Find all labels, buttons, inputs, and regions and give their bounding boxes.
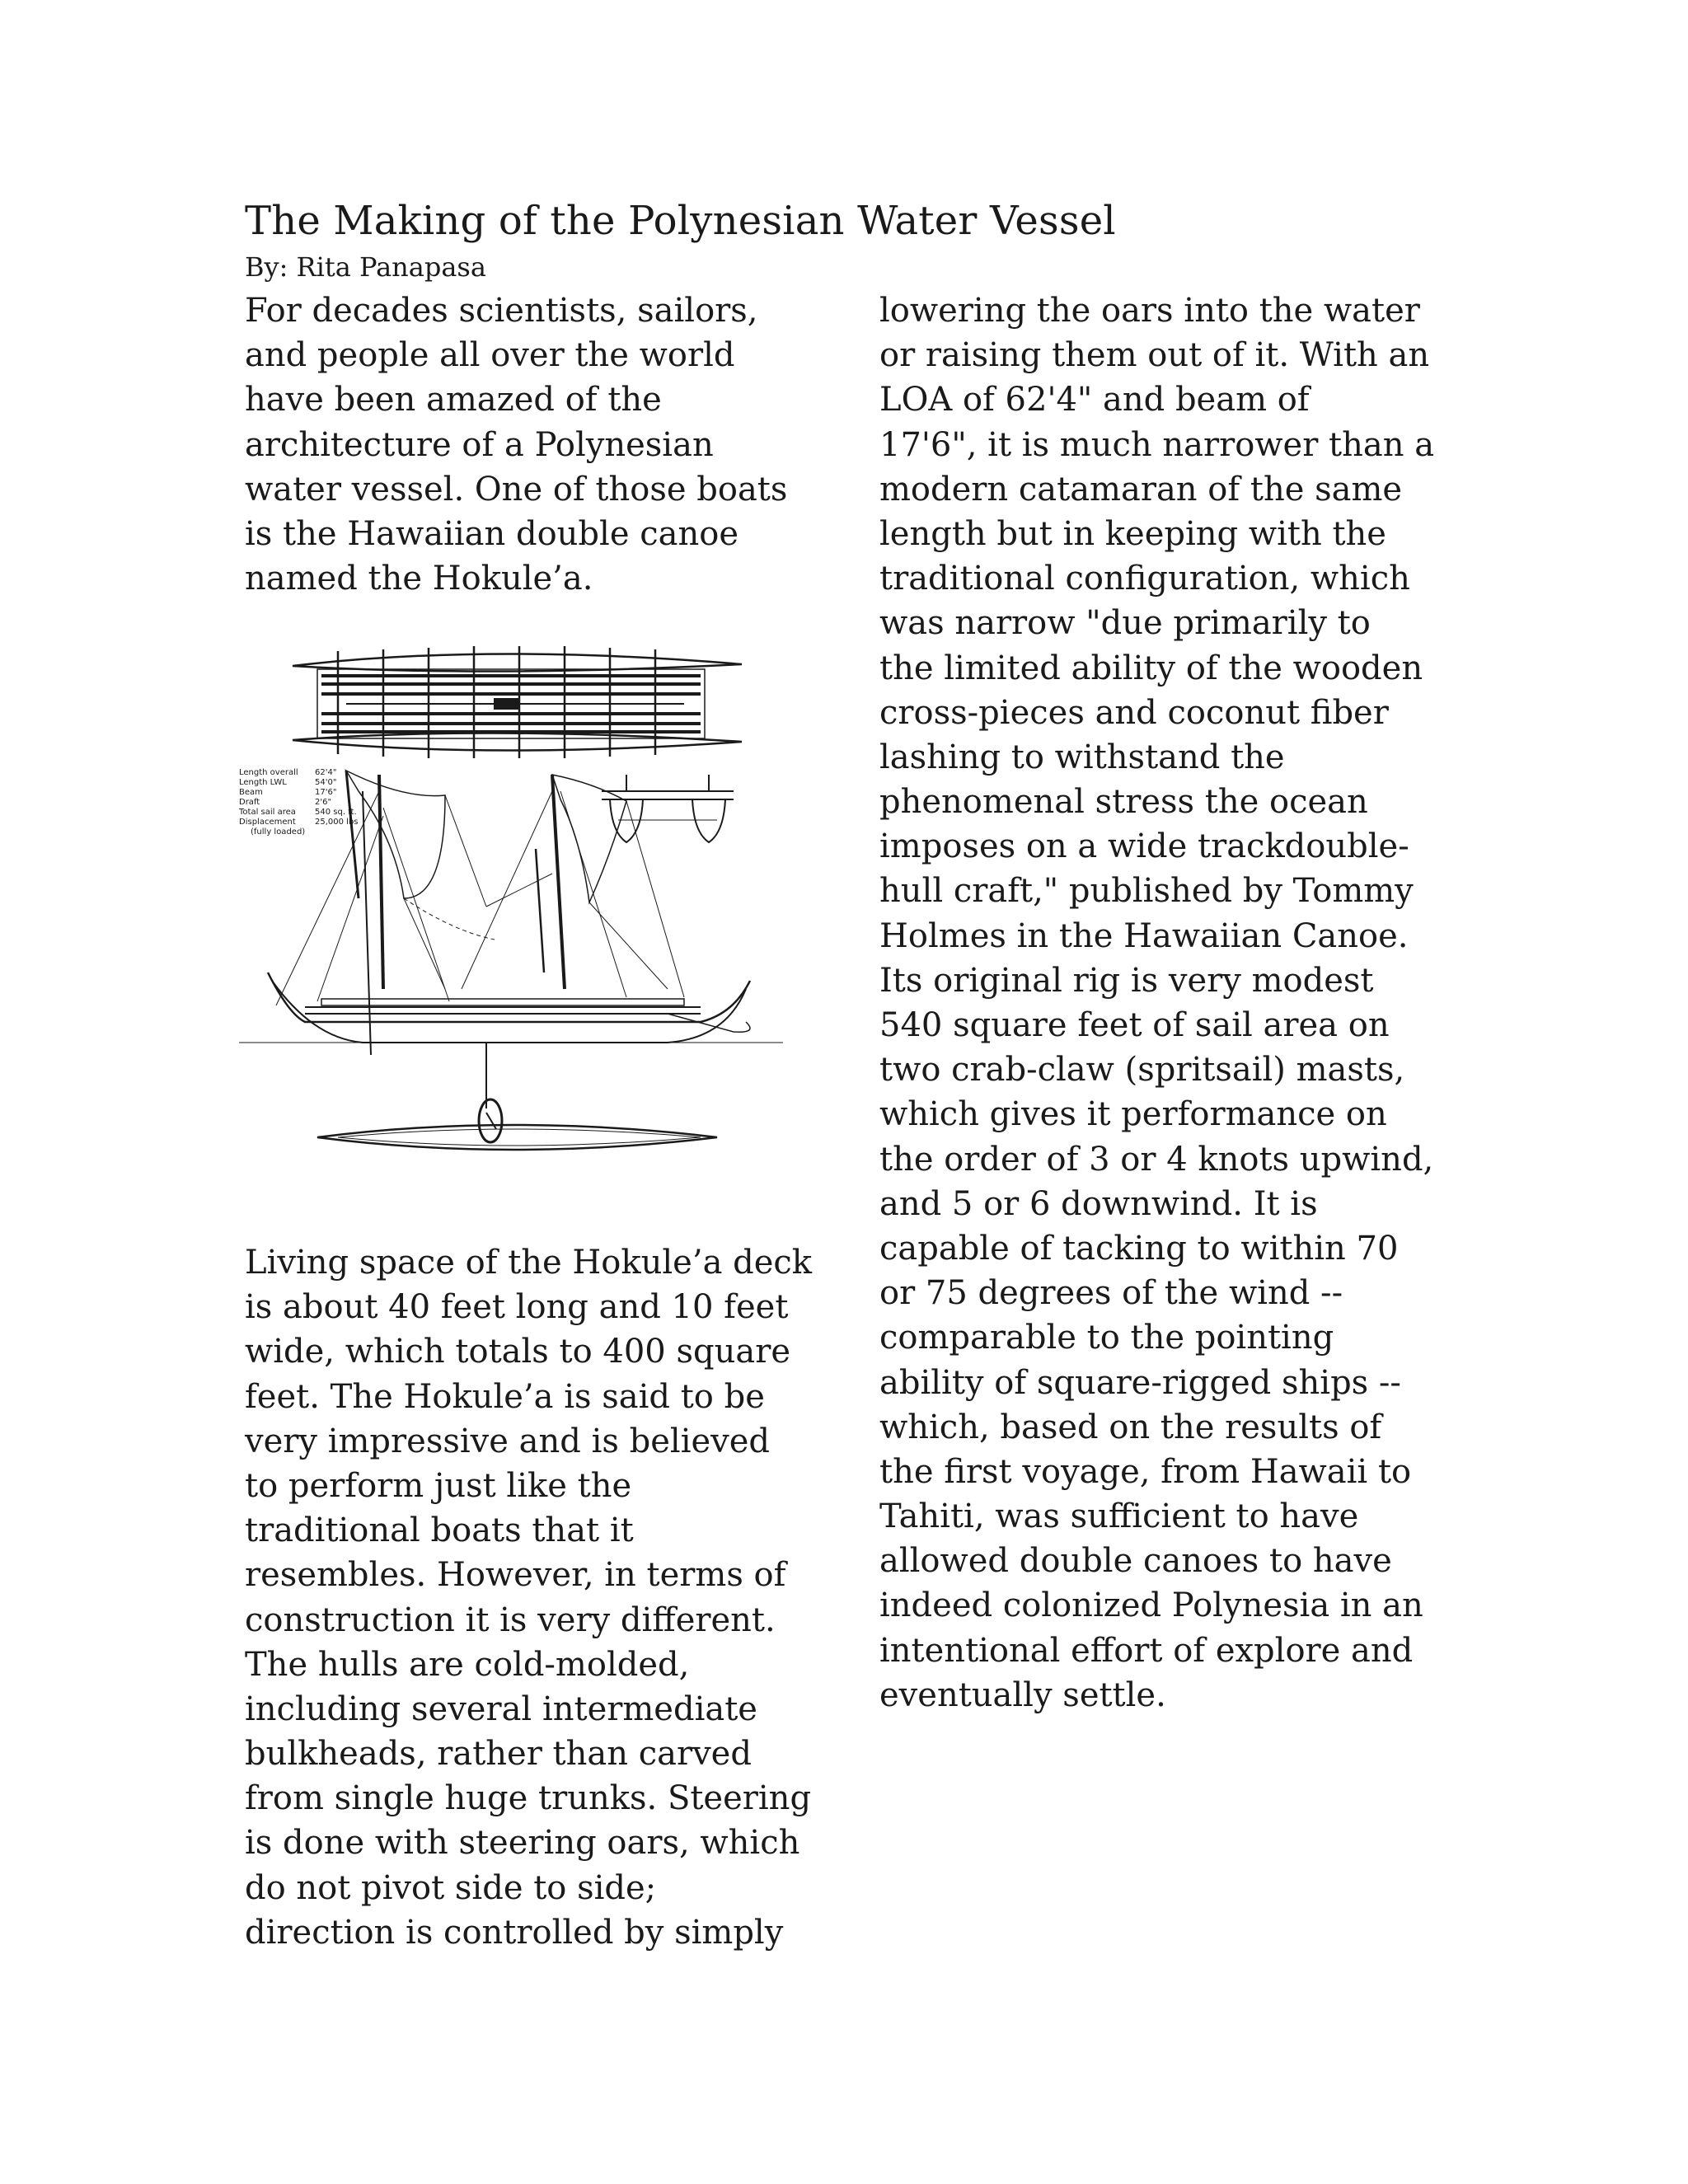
text-line: and 5 or 6 downwind. It is <box>879 1184 1318 1223</box>
text-line: hull craft," published by Tommy <box>879 872 1414 911</box>
hull-plan <box>317 1125 717 1150</box>
spec-table <box>239 768 359 837</box>
canoe-diagram <box>239 626 783 1179</box>
spec-label: Beam <box>239 788 263 797</box>
spec-value: 62'4" <box>315 768 337 777</box>
text-line: ability of square-rigged ships -- <box>879 1363 1401 1402</box>
text-line: intentional effort of explore and <box>879 1631 1414 1670</box>
spec-value: 54'0" <box>315 778 337 787</box>
spec-label: Length overall <box>239 768 298 777</box>
spec-label: Total sail area <box>239 808 296 817</box>
text-line: and people all over the world <box>245 336 735 375</box>
text-line: is the Hawaiian double canoe <box>245 514 738 553</box>
text-line: which, based on the results of <box>879 1408 1382 1446</box>
text-line: or raising them out of it. With an <box>879 336 1430 375</box>
spec-value: 17'6" <box>315 788 337 797</box>
text-line: the limited ability of the wooden <box>879 649 1423 687</box>
text-line: 17'6", it is much narrower than a <box>879 425 1435 464</box>
text-line: two crab-claw (spritsail) masts, <box>879 1051 1405 1090</box>
spec-value: 25,000 lbs <box>315 818 359 827</box>
hull-profile <box>239 972 783 1142</box>
spec-label: Displacement <box>239 818 296 827</box>
text-line: modern catamaran of the same <box>879 470 1403 509</box>
text-line: The hulls are cold-molded, <box>245 1645 690 1684</box>
text-line: the first voyage, from Hawaii to <box>879 1452 1412 1491</box>
text-line: wide, which totals to 400 square <box>245 1333 790 1371</box>
text-line: from single huge trunks. Steering <box>245 1779 812 1818</box>
text-line: architecture of a Polynesian <box>245 425 714 464</box>
text-line: 540 square feet of sail area on <box>879 1006 1390 1044</box>
text-line: Its original rig is very modest <box>879 961 1374 1000</box>
text-line: Holmes in the Hawaiian Canoe. <box>879 916 1409 955</box>
text-line: including several intermediate <box>245 1690 757 1728</box>
text-line: have been amazed of the <box>245 381 662 419</box>
text-line: eventually settle. <box>879 1675 1166 1714</box>
text-line: Living space of the Hokule’a deck <box>245 1244 813 1282</box>
text-line: phenomenal stress the ocean <box>879 783 1368 822</box>
rig-and-performance-paragraph <box>879 288 1434 1718</box>
spec-value: 2'6" <box>315 798 332 807</box>
spec-label: Draft <box>239 798 260 807</box>
text-line: imposes on a wide trackdouble- <box>879 827 1409 866</box>
plan-view <box>293 646 742 758</box>
text-line: feet. The Hokule’a is said to be <box>245 1377 765 1416</box>
text-line: named the Hokule’a. <box>245 560 593 598</box>
text-line: length but in keeping with the <box>879 514 1386 553</box>
text-line: which gives it performance on <box>879 1095 1387 1134</box>
text-line: cross-pieces and coconut fiber <box>879 693 1389 732</box>
text-line: is done with steering oars, which <box>245 1824 800 1863</box>
living-space-paragraph <box>245 1240 812 1955</box>
text-line: resembles. However, in terms of <box>245 1556 786 1595</box>
text-line: to perform just like the <box>245 1466 632 1505</box>
text-line: do not pivot side to side; <box>245 1868 657 1907</box>
spec-value: 540 sq. ft. <box>315 808 357 817</box>
text-line: or 75 degrees of the wind -- <box>879 1274 1343 1313</box>
spec-label: Length LWL <box>239 778 287 787</box>
text-line: LOA of 62'4" and beam of <box>879 381 1310 419</box>
text-line: comparable to the pointing <box>879 1319 1334 1357</box>
text-line: allowed double canoes to have <box>879 1542 1392 1581</box>
text-line: direction is controlled by simply <box>245 1913 784 1952</box>
text-line: water vessel. One of those boats <box>245 470 788 509</box>
text-line: construction it is very different. <box>245 1601 776 1639</box>
text-line: Tahiti, was sufficient to have <box>879 1497 1359 1536</box>
text-line: lashing to withstand the <box>879 738 1285 776</box>
article-byline: By: Rita Panapasa <box>245 251 486 283</box>
text-line: lowering the oars into the water <box>879 292 1420 330</box>
text-line: traditional boats that it <box>245 1511 634 1550</box>
text-line: is about 40 feet long and 10 feet <box>245 1288 789 1327</box>
intro-paragraph <box>245 288 787 601</box>
text-line: very impressive and is believed <box>245 1422 771 1460</box>
text-line: capable of tacking to within 70 <box>879 1229 1399 1268</box>
spec-label: (fully loaded) <box>251 827 306 837</box>
text-line: indeed colonized Polynesia in an <box>879 1586 1423 1625</box>
text-line: traditional configuration, which <box>879 560 1410 598</box>
article-title: The Making of the Polynesian Water Vessel <box>245 198 1116 244</box>
text-line: For decades scientists, sailors, <box>245 292 758 330</box>
text-line: the order of 3 or 4 knots upwind, <box>879 1140 1434 1179</box>
text-line: was narrow "due primarily to <box>879 604 1371 643</box>
end-view <box>602 775 734 842</box>
text-line: bulkheads, rather than carved <box>245 1735 752 1774</box>
